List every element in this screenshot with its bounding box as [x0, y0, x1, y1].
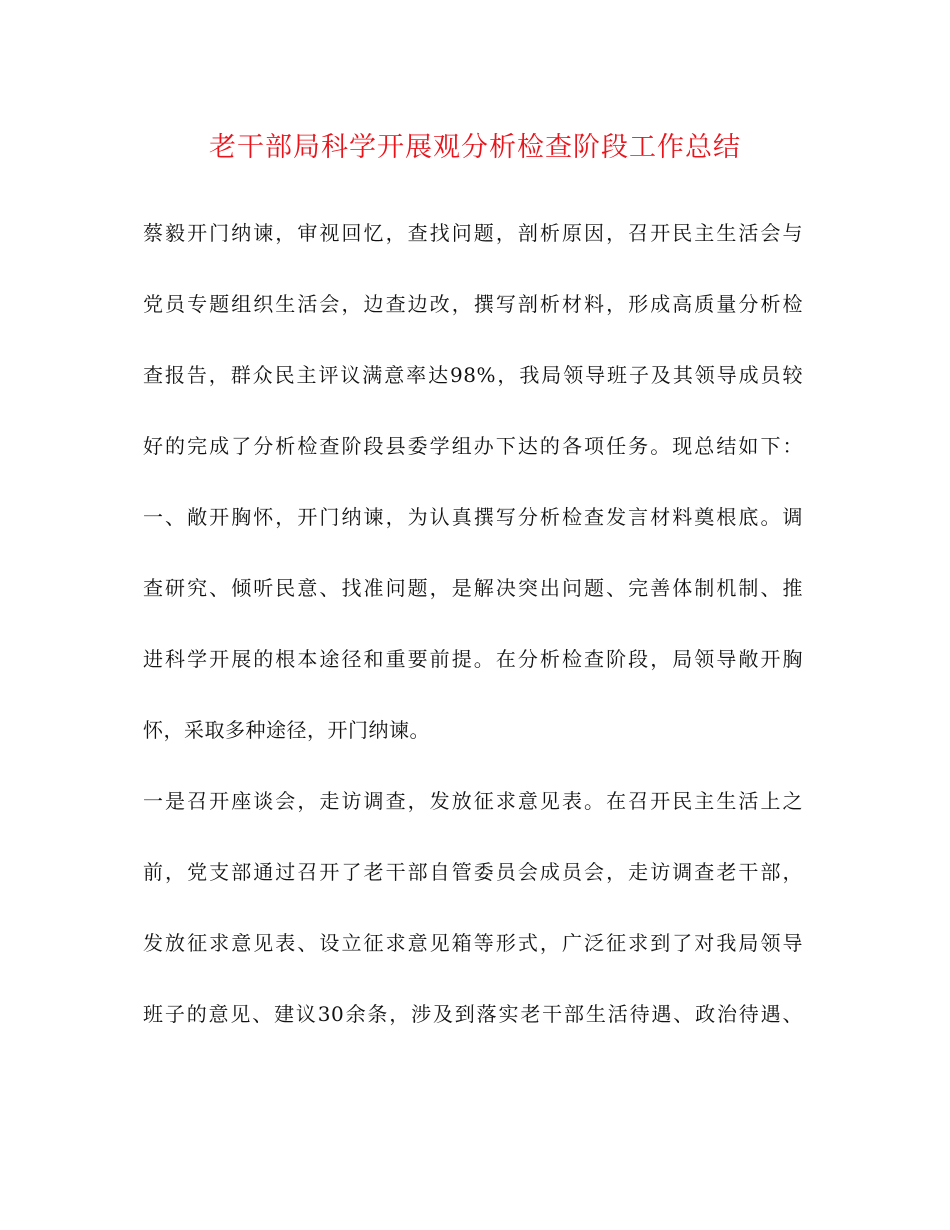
body-line-4: 好的完成了分析检查阶段县委学组办下达的各项任务。现总结如下： — [143, 434, 803, 458]
body-line-12: 班子的意见、建议30余条，涉及到落实老干部生活待遇、政治待遇、 — [143, 1002, 803, 1026]
body-line-3: 查报告，群众民主评议满意率达98%，我局领导班子及其领导成员较 — [143, 363, 803, 387]
body-line-9: 一是召开座谈会，走访调查，发放征求意见表。在召开民主生活上之 — [143, 789, 803, 813]
body-line-2: 党员专题组织生活会，边查边改，撰写剖析材料，形成高质量分析检 — [143, 292, 803, 316]
body-line-8: 怀，采取多种途径，开门纳谏。 — [143, 718, 430, 742]
document-title: 老干部局科学开展观分析检查阶段工作总结 — [209, 132, 741, 163]
body-line-10: 前，党支部通过召开了老干部自管委员会成员会，走访调查老干部， — [143, 860, 803, 884]
body-line-1: 蔡毅开门纳谏，审视回忆，查找问题，剖析原因，召开民主生活会与 — [143, 221, 803, 245]
body-line-7: 进科学开展的根本途径和重要前提。在分析检查阶段，局领导敞开胸 — [143, 647, 803, 671]
body-line-11: 发放征求意见表、设立征求意见箱等形式，广泛征求到了对我局领导 — [143, 931, 803, 955]
body-line-6: 查研究、倾听民意、找准问题，是解决突出问题、完善体制机制、推 — [143, 576, 803, 600]
body-line-5: 一、敞开胸怀，开门纳谏，为认真撰写分析检查发言材料奠根底。调 — [143, 505, 803, 529]
